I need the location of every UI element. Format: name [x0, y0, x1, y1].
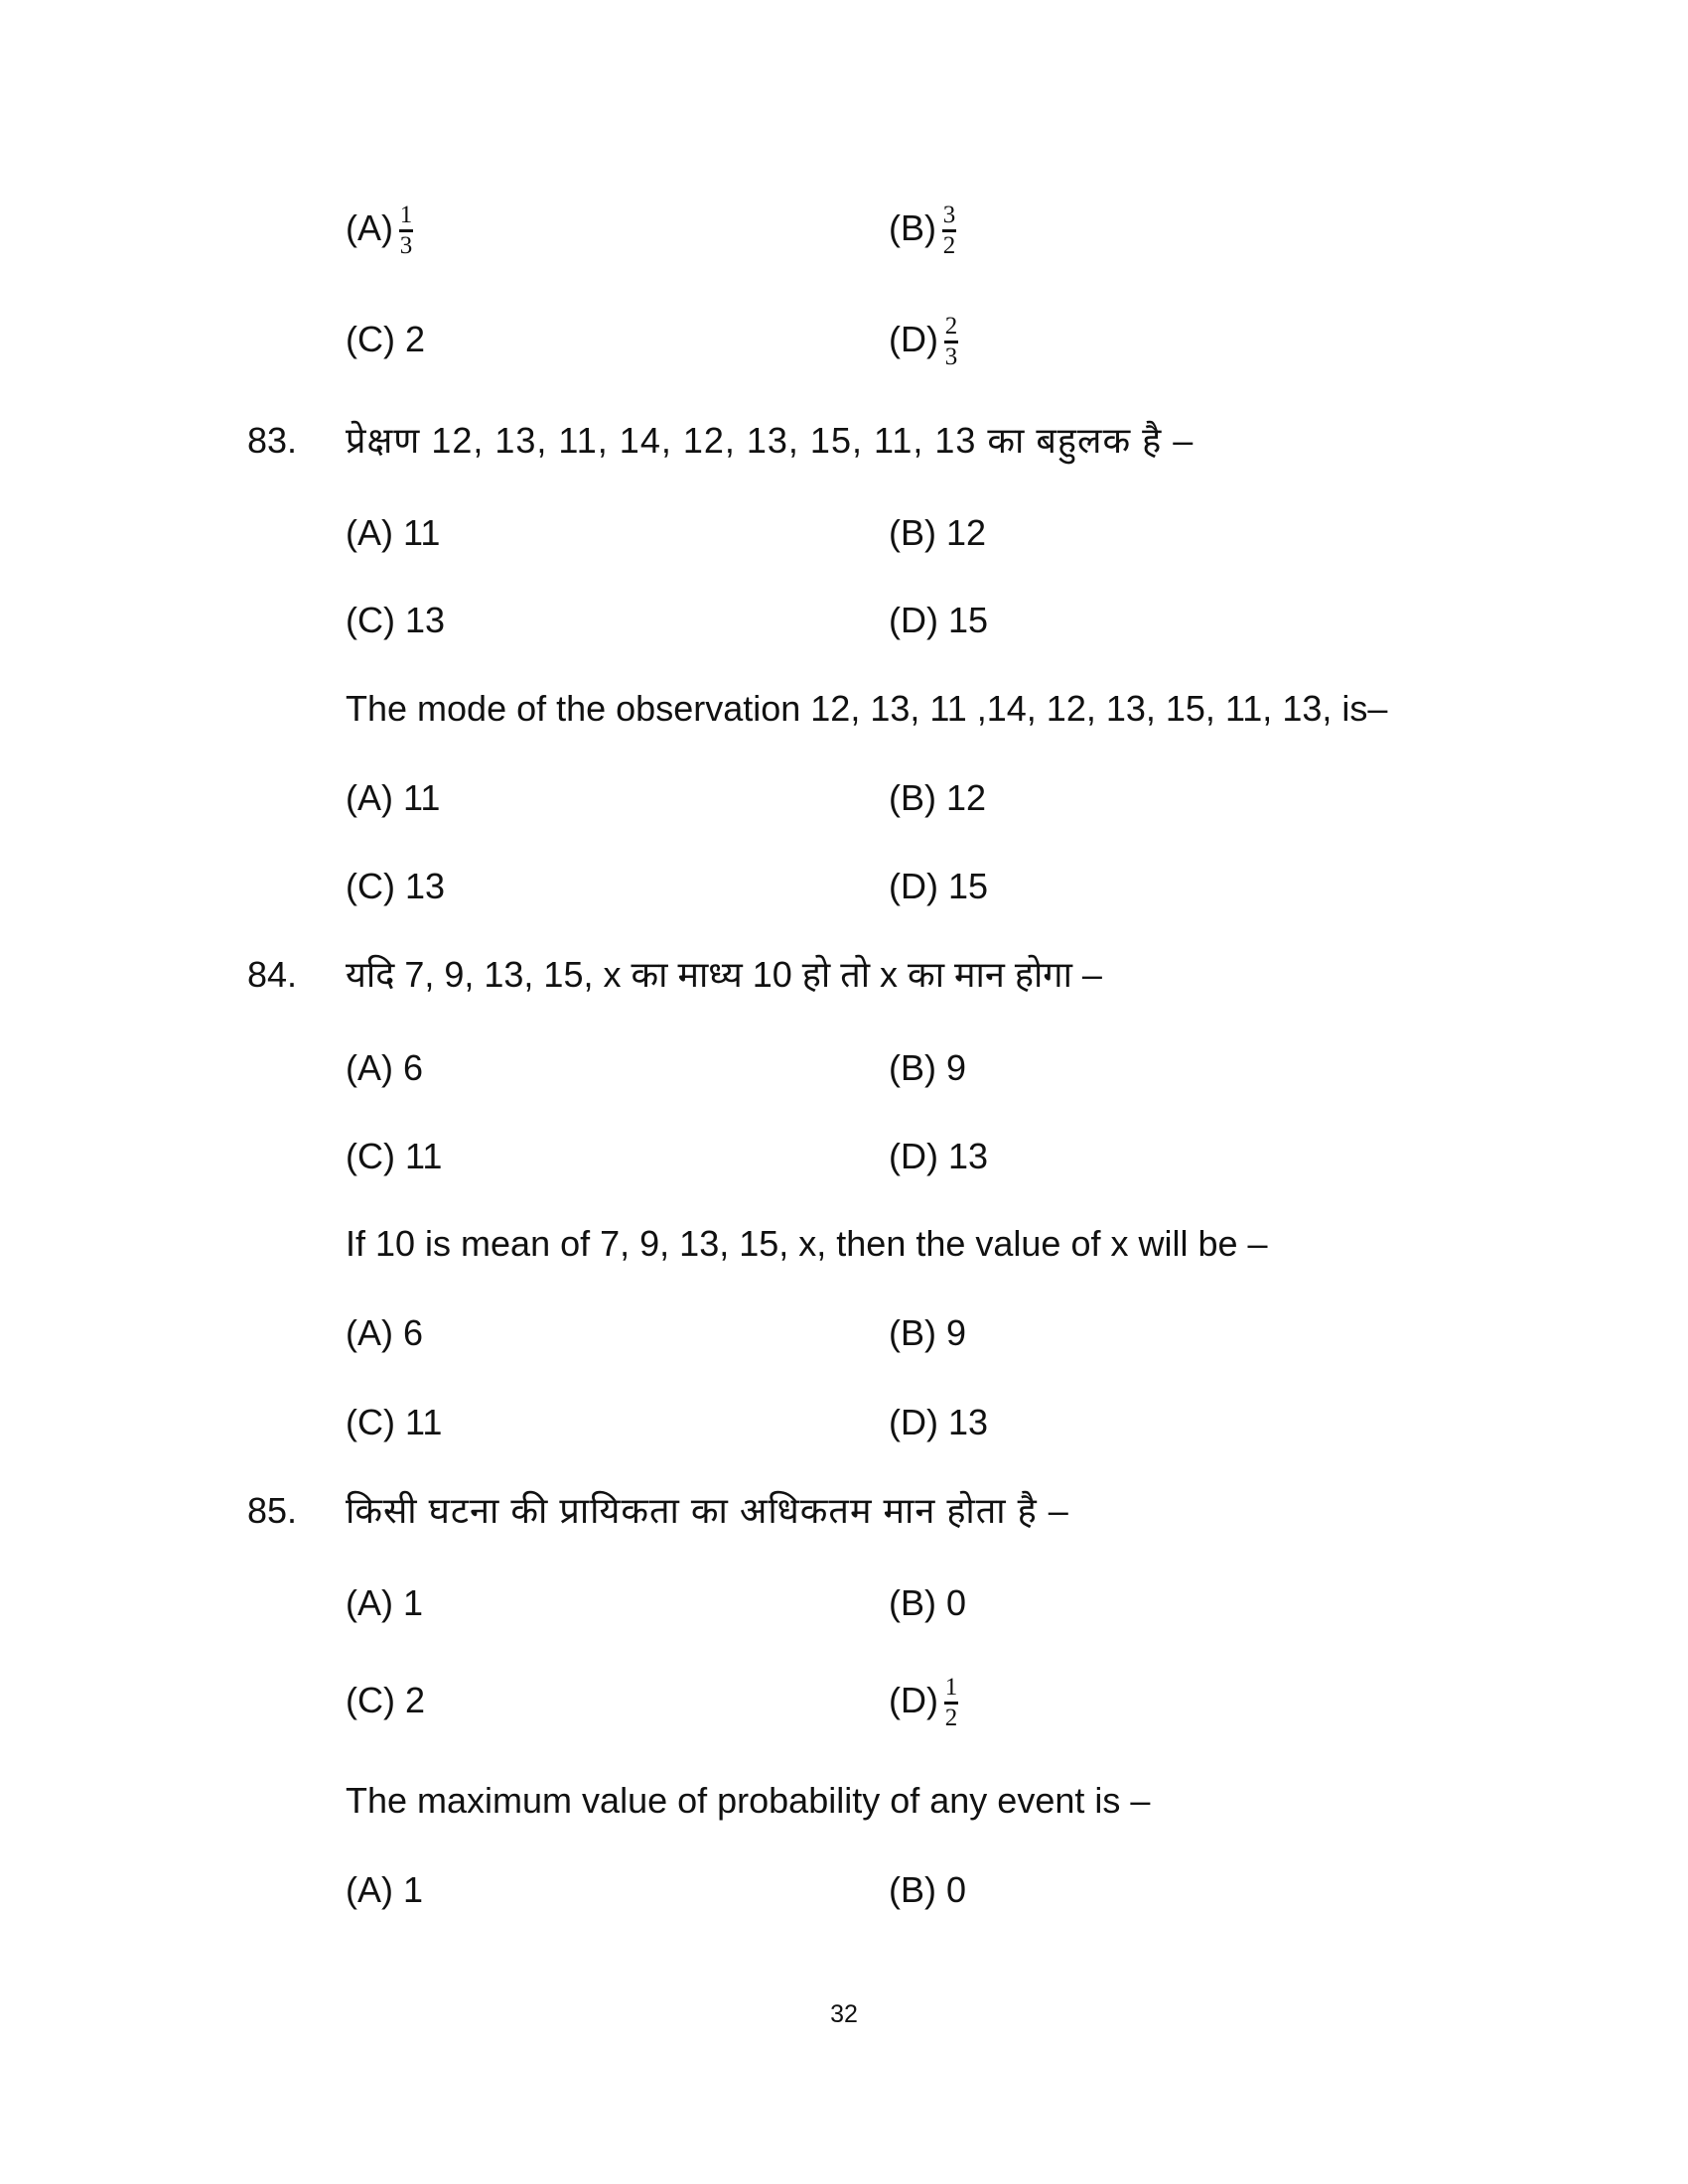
- question-text: यदि 7, 9, 13, 15, x का माध्य 10 हो तो x का मान होगा –: [346, 954, 1102, 995]
- question-number: 84.: [247, 954, 298, 995]
- question-number: 83.: [247, 420, 298, 461]
- option-b: (B) $\frac{3}{2}$: [889, 201, 956, 259]
- question-text: किसी घटना की प्रायिकता का अधिकतम मान होता है –: [346, 1490, 1069, 1531]
- option-b: (B) 12: [889, 512, 987, 553]
- option-b: (B) 0: [889, 1869, 967, 1910]
- option-b: (B) 0: [889, 1582, 967, 1623]
- option-a: (A) 1: [346, 1869, 424, 1910]
- option-d: (D) 13: [889, 1402, 989, 1442]
- option-b: (B) 12: [889, 777, 987, 818]
- option-d: (D) $\frac{1}{2}$: [889, 1673, 958, 1731]
- option-d: (D) 13: [889, 1136, 989, 1176]
- option-d: (D) 15: [889, 866, 989, 906]
- option-b: (B) 9: [889, 1047, 967, 1088]
- option-a: (A) 6: [346, 1047, 424, 1088]
- option-d: (D) 15: [889, 600, 989, 640]
- option-c: (C) 11: [346, 1402, 443, 1442]
- question-84-hindi: [0, 945, 1688, 1005]
- prev-options-row-2: [0, 310, 1688, 369]
- option-c: (C) 2: [346, 319, 425, 359]
- page-number: 32: [830, 2000, 858, 2028]
- option-c: (C) 13: [346, 600, 446, 640]
- fraction: $\frac{1}{3}$: [399, 201, 413, 259]
- question-text-english: If 10 is mean of 7, 9, 13, 15, x, then the value of x will be –: [346, 1223, 1268, 1264]
- prev-options-row-1: [0, 199, 1688, 258]
- option-c: (C) 11: [346, 1136, 443, 1176]
- option-c: (C) 2: [346, 1680, 425, 1720]
- option-a: (A) 1: [346, 1582, 424, 1623]
- option-c: (C) 13: [346, 866, 446, 906]
- question-85-hindi: [0, 1481, 1688, 1541]
- question-number: 85.: [247, 1490, 298, 1531]
- option-a: (A) 11: [346, 512, 441, 553]
- question-text-english: The mode of the observation 12, 13, 11 ,14, 12, 13, 15, 11, 13, is–: [346, 688, 1388, 729]
- fraction: $\frac{1}{2}$: [944, 1673, 958, 1731]
- option-a: (A) 6: [346, 1312, 424, 1353]
- option-b: (B) 9: [889, 1312, 967, 1353]
- option-a: (A) $\frac{1}{3}$: [346, 201, 413, 259]
- fraction: $\frac{3}{2}$: [942, 201, 956, 259]
- question-83-hindi: [0, 411, 1688, 471]
- option-a: (A) 11: [346, 777, 441, 818]
- question-text-english: The maximum value of probability of any event is –: [346, 1780, 1151, 1821]
- fraction: $\frac{2}{3}$: [944, 312, 958, 370]
- question-text: प्रेक्षण 12, 13, 11, 14, 12, 13, 15, 11, 13 का बहुलक है –: [346, 420, 1195, 461]
- option-d: (D) $\frac{2}{3}$: [889, 312, 958, 370]
